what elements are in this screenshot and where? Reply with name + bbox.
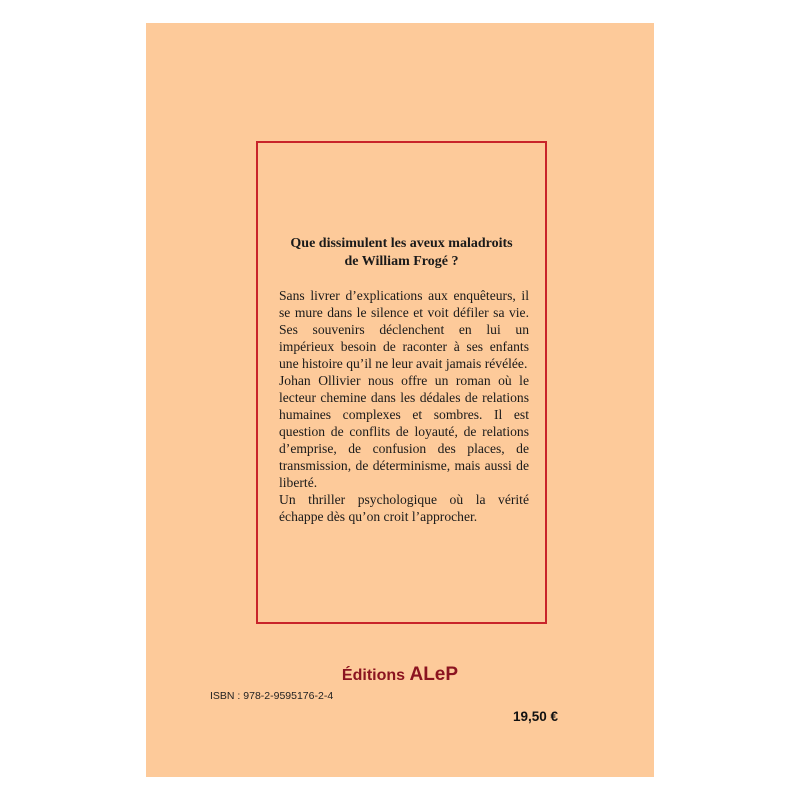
blurb-paragraph: Johan Ollivier nous offre un roman où le lecteur chemine dans les dédales de relations humaines complexes et sombres. Il est question de conflits de loyauté, de relations d’emprise, de confusion des places, de transmission, de déterminisme, mais aussi de liberté. [279, 373, 529, 490]
isbn: ISBN : 978-2-9595176-2-4 [210, 690, 334, 702]
blurb-frame [256, 141, 547, 624]
cover-headline [258, 235, 545, 271]
publisher-brand: ALeP [409, 664, 459, 685]
publisher-prefix: Éditions [341, 667, 406, 684]
blurb-paragraph: Sans livrer d’explications aux enquêteurs, il se mure dans le silence et voit défiler sa vie. Ses souvenirs déclenchent en lui un impérieux besoin de raconter à ses enfants une histoire qu’il ne leur avait jamais révélée. [279, 288, 529, 371]
blurb-paragraph: Un thriller psychologique où la vérité échappe dès qu’on croit l’approcher. [279, 492, 529, 524]
book-back-cover [146, 23, 654, 777]
headline-line-1: Que dissimulent les aveux maladroits [290, 236, 513, 251]
blurb-text [279, 287, 529, 525]
publisher-name [146, 664, 654, 686]
headline-line-2: de William Frogé ? [344, 254, 459, 269]
price: 19,50 € [513, 709, 559, 724]
